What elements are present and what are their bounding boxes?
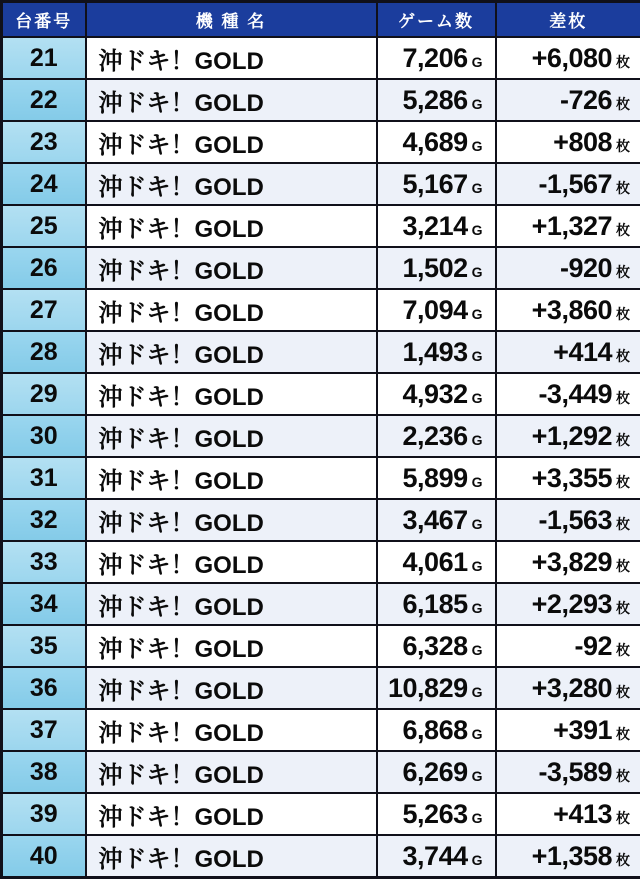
- diff-value: +391: [553, 715, 612, 745]
- diff-cell: [496, 457, 640, 499]
- diff-cell: [496, 667, 640, 709]
- games-value: 6,185: [403, 589, 468, 619]
- diff-unit-label: 枚: [616, 432, 630, 448]
- games-value: 6,868: [403, 715, 468, 745]
- diff-unit-label: 枚: [616, 54, 630, 70]
- games-value: 2,236: [403, 421, 468, 451]
- games-cell: [377, 457, 496, 499]
- games-cell: [377, 667, 496, 709]
- machine-name-cell: 沖ドキ！GOLD: [86, 709, 377, 751]
- games-unit-label: G: [472, 180, 483, 196]
- games-unit-label: G: [472, 726, 483, 742]
- diff-value: +3,280: [532, 673, 612, 703]
- table-row: [2, 121, 640, 163]
- table-row: [2, 163, 640, 205]
- games-cell: [377, 121, 496, 163]
- diff-cell: [496, 835, 640, 878]
- diff-cell: [496, 37, 640, 79]
- games-unit-label: G: [472, 810, 483, 826]
- machine-number-cell: 25: [2, 205, 86, 247]
- games-unit-label: G: [472, 306, 483, 322]
- games-value: 5,263: [403, 799, 468, 829]
- header-machine-name: 機 種 名: [86, 2, 377, 38]
- games-value: 7,206: [403, 43, 468, 73]
- diff-cell: [496, 205, 640, 247]
- table-header: [2, 2, 640, 38]
- diff-value: -920: [560, 253, 612, 283]
- machine-number-cell: 24: [2, 163, 86, 205]
- games-unit-label: G: [472, 768, 483, 784]
- games-value: 5,167: [403, 169, 468, 199]
- games-unit-label: G: [472, 474, 483, 490]
- machine-number-cell: 34: [2, 583, 86, 625]
- machine-number-cell: 26: [2, 247, 86, 289]
- diff-value: -726: [560, 85, 612, 115]
- table-row: [2, 499, 640, 541]
- diff-cell: [496, 289, 640, 331]
- diff-unit-label: 枚: [616, 642, 630, 658]
- diff-unit-label: 枚: [616, 810, 630, 826]
- diff-cell: [496, 331, 640, 373]
- diff-value: +1,327: [532, 211, 612, 241]
- games-cell: [377, 835, 496, 878]
- diff-value: +414: [553, 337, 612, 367]
- games-value: 4,061: [403, 547, 468, 577]
- header-row: [2, 2, 640, 38]
- diff-value: +3,860: [532, 295, 612, 325]
- diff-value: +2,293: [532, 589, 612, 619]
- games-unit-label: G: [472, 348, 483, 364]
- machine-name-cell: 沖ドキ！GOLD: [86, 331, 377, 373]
- machine-name-cell: 沖ドキ！GOLD: [86, 793, 377, 835]
- games-value: 7,094: [403, 295, 468, 325]
- machine-name-cell: 沖ドキ！GOLD: [86, 373, 377, 415]
- header-game-count: ゲーム数: [377, 2, 496, 38]
- games-cell: [377, 499, 496, 541]
- games-unit-label: G: [472, 432, 483, 448]
- table-row: [2, 793, 640, 835]
- machine-name-cell: 沖ドキ！GOLD: [86, 751, 377, 793]
- table-row: [2, 79, 640, 121]
- games-cell: [377, 541, 496, 583]
- games-cell: [377, 247, 496, 289]
- diff-value: -1,567: [538, 169, 612, 199]
- machine-number-cell: 37: [2, 709, 86, 751]
- games-cell: [377, 751, 496, 793]
- diff-value: +808: [553, 127, 612, 157]
- diff-unit-label: 枚: [616, 390, 630, 406]
- machine-name-cell: 沖ドキ！GOLD: [86, 667, 377, 709]
- diff-cell: [496, 709, 640, 751]
- machine-name-cell: 沖ドキ！GOLD: [86, 499, 377, 541]
- diff-cell: [496, 583, 640, 625]
- games-unit-label: G: [472, 96, 483, 112]
- diff-cell: [496, 163, 640, 205]
- games-cell: [377, 583, 496, 625]
- diff-unit-label: 枚: [616, 264, 630, 280]
- diff-value: +3,829: [532, 547, 612, 577]
- diff-cell: [496, 373, 640, 415]
- diff-unit-label: 枚: [616, 222, 630, 238]
- diff-unit-label: 枚: [616, 558, 630, 574]
- diff-unit-label: 枚: [616, 768, 630, 784]
- machine-number-cell: 35: [2, 625, 86, 667]
- diff-cell: [496, 793, 640, 835]
- machine-number-cell: 28: [2, 331, 86, 373]
- diff-unit-label: 枚: [616, 726, 630, 742]
- diff-value: +3,355: [532, 463, 612, 493]
- table-row: [2, 751, 640, 793]
- machine-number-cell: 32: [2, 499, 86, 541]
- machine-number-cell: 39: [2, 793, 86, 835]
- diff-value: -3,449: [538, 379, 612, 409]
- machine-name-cell: 沖ドキ！GOLD: [86, 79, 377, 121]
- table-row: [2, 835, 640, 878]
- games-value: 1,493: [403, 337, 468, 367]
- table-row: [2, 541, 640, 583]
- games-cell: [377, 37, 496, 79]
- diff-value: +1,358: [532, 841, 612, 871]
- machine-name-cell: 沖ドキ！GOLD: [86, 625, 377, 667]
- games-value: 10,829: [388, 673, 468, 703]
- games-unit-label: G: [472, 516, 483, 532]
- table-row: [2, 289, 640, 331]
- games-unit-label: G: [472, 642, 483, 658]
- diff-value: +6,080: [532, 43, 612, 73]
- games-value: 5,286: [403, 85, 468, 115]
- machine-name-cell: 沖ドキ！GOLD: [86, 163, 377, 205]
- games-unit-label: G: [472, 264, 483, 280]
- table-row: [2, 331, 640, 373]
- diff-value: +413: [553, 799, 612, 829]
- games-unit-label: G: [472, 684, 483, 700]
- diff-cell: [496, 121, 640, 163]
- machine-number-cell: 22: [2, 79, 86, 121]
- games-cell: [377, 205, 496, 247]
- diff-unit-label: 枚: [616, 684, 630, 700]
- games-value: 4,932: [403, 379, 468, 409]
- diff-unit-label: 枚: [616, 96, 630, 112]
- header-diff-medals: 差枚: [496, 2, 640, 38]
- machine-name-cell: 沖ドキ！GOLD: [86, 37, 377, 79]
- games-unit-label: G: [472, 558, 483, 574]
- games-value: 1,502: [403, 253, 468, 283]
- games-cell: [377, 793, 496, 835]
- games-value: 4,689: [403, 127, 468, 157]
- diff-value: -92: [574, 631, 612, 661]
- diff-value: -1,563: [538, 505, 612, 535]
- machine-name-cell: 沖ドキ！GOLD: [86, 835, 377, 878]
- games-value: 3,467: [403, 505, 468, 535]
- machine-number-cell: 23: [2, 121, 86, 163]
- machine-name-cell: 沖ドキ！GOLD: [86, 457, 377, 499]
- machine-name-cell: 沖ドキ！GOLD: [86, 247, 377, 289]
- games-cell: [377, 415, 496, 457]
- games-cell: [377, 163, 496, 205]
- table-row: [2, 205, 640, 247]
- diff-value: -3,589: [538, 757, 612, 787]
- table-row: [2, 709, 640, 751]
- machine-name-cell: 沖ドキ！GOLD: [86, 205, 377, 247]
- machine-number-cell: 27: [2, 289, 86, 331]
- machine-number-cell: 31: [2, 457, 86, 499]
- games-cell: [377, 625, 496, 667]
- machine-name-cell: 沖ドキ！GOLD: [86, 415, 377, 457]
- diff-cell: [496, 79, 640, 121]
- machine-number-cell: 33: [2, 541, 86, 583]
- diff-cell: [496, 751, 640, 793]
- games-unit-label: G: [472, 54, 483, 70]
- games-unit-label: G: [472, 600, 483, 616]
- table-row: [2, 667, 640, 709]
- diff-unit-label: 枚: [616, 180, 630, 196]
- games-cell: [377, 79, 496, 121]
- diff-cell: [496, 625, 640, 667]
- diff-unit-label: 枚: [616, 474, 630, 490]
- table-row: [2, 415, 640, 457]
- diff-unit-label: 枚: [616, 138, 630, 154]
- games-value: 5,899: [403, 463, 468, 493]
- table-body: [2, 37, 640, 878]
- diff-unit-label: 枚: [616, 852, 630, 868]
- games-unit-label: G: [472, 852, 483, 868]
- diff-unit-label: 枚: [616, 348, 630, 364]
- diff-value: +1,292: [532, 421, 612, 451]
- diff-cell: [496, 541, 640, 583]
- games-cell: [377, 709, 496, 751]
- diff-cell: [496, 247, 640, 289]
- machine-number-cell: 30: [2, 415, 86, 457]
- games-value: 6,269: [403, 757, 468, 787]
- machine-number-cell: 29: [2, 373, 86, 415]
- table-row: [2, 583, 640, 625]
- machine-name-cell: 沖ドキ！GOLD: [86, 289, 377, 331]
- machine-number-cell: 21: [2, 37, 86, 79]
- games-value: 3,214: [403, 211, 468, 241]
- diff-cell: [496, 499, 640, 541]
- games-cell: [377, 331, 496, 373]
- games-cell: [377, 373, 496, 415]
- table-row: [2, 247, 640, 289]
- machine-name-cell: 沖ドキ！GOLD: [86, 583, 377, 625]
- machine-number-cell: 38: [2, 751, 86, 793]
- table-row: [2, 37, 640, 79]
- machine-number-cell: 40: [2, 835, 86, 878]
- machine-name-cell: 沖ドキ！GOLD: [86, 541, 377, 583]
- table-row: [2, 625, 640, 667]
- diff-cell: [496, 415, 640, 457]
- games-value: 6,328: [403, 631, 468, 661]
- diff-unit-label: 枚: [616, 306, 630, 322]
- diff-unit-label: 枚: [616, 516, 630, 532]
- table-row: [2, 373, 640, 415]
- games-unit-label: G: [472, 138, 483, 154]
- games-cell: [377, 289, 496, 331]
- header-machine-number: 台番号: [2, 2, 86, 38]
- games-unit-label: G: [472, 222, 483, 238]
- table-row: [2, 457, 640, 499]
- machine-name-cell: 沖ドキ！GOLD: [86, 121, 377, 163]
- machine-number-cell: 36: [2, 667, 86, 709]
- games-value: 3,744: [403, 841, 468, 871]
- games-unit-label: G: [472, 390, 483, 406]
- diff-unit-label: 枚: [616, 600, 630, 616]
